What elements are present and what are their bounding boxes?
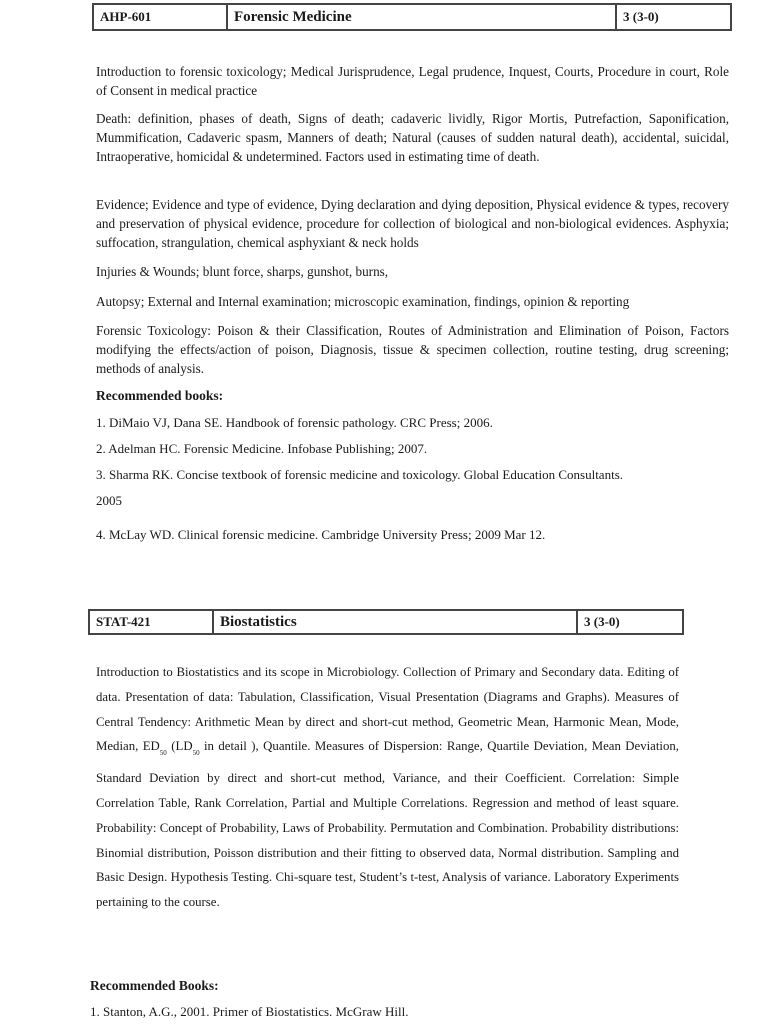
course2-description [96, 660, 679, 915]
course1-book-3-year: 2005 [96, 493, 122, 508]
course1-books-heading: Recommended books: [96, 388, 224, 403]
course1-para-1: Introduction to forensic toxicology; Medical Jurisprudence, Legal prudence, Inquest, Courts, Procedure in court, Role of Consent in medical practice [96, 64, 729, 98]
course1-para-3: Evidence; Evidence and type of evidence, Dying declaration and dying deposition, Physical evidence & types, recovery and preservation of physical evidence, procedure for collection of biological and non-biological evidences. Asphyxia; suffocation, strangulation, chemical asphyxiant & neck holds [96, 197, 729, 250]
course2-desc-part-b: (LD [166, 739, 193, 754]
course2-book-1: 1. Stanton, A.G., 2001. Primer of Biostatistics. McGraw Hill. [90, 1004, 409, 1019]
course1-book-4: 4. McLay WD. Clinical forensic medicine. Cambridge University Press; 2009 Mar 12. [96, 527, 546, 542]
course1-para-4: Injuries & Wounds; blunt force, sharps, gunshot, burns, [96, 264, 389, 279]
course2-title: Biostatistics [213, 610, 577, 634]
course2-header-table [88, 609, 684, 635]
course2-code: STAT-421 [89, 610, 213, 634]
course1-book-1: 1. DiMaio VJ, Dana SE. Handbook of forensic pathology. CRC Press; 2006. [96, 415, 493, 430]
course1-para-6: Forensic Toxicology: Poison & their Classification, Routes of Administration and Elimination of Poison, Factors modifying the effects/action of poison, Diagnosis, tissue & specimen collection, routine testing, drug screening; methods of analysis. [96, 323, 729, 376]
course1-para-5: Autopsy; External and Internal examination; microscopic examination, findings, opinion & reporting [96, 294, 630, 309]
course1-book-2: 2. Adelman HC. Forensic Medicine. Infobase Publishing; 2007. [96, 441, 428, 456]
course1-book-3: 3. Sharma RK. Concise textbook of forensic medicine and toxicology. Global Education Consultants. [96, 467, 624, 482]
course1-para-2: Death: definition, phases of death, Signs of death; cadaveric lividly, Rigor Mortis, Putrefaction, Saponification, Mummification, Cadaveric spasm, Manners of death; Natural (causes of sudden natural death), accidental, suicidal, Intraoperative, homicidal & undetermined. Factors used in estimating time of death. [96, 111, 729, 164]
ld50-subscript: 50 [192, 749, 200, 758]
course2-credits: 3 (3-0) [577, 610, 683, 634]
course1-code: AHP-601 [93, 4, 227, 30]
course2-books-heading: Recommended Books: [90, 978, 219, 993]
course1-title: Forensic Medicine [227, 4, 616, 30]
course1-header-table [92, 3, 732, 31]
course2-desc-part-c: in detail ), Quantile. Measures of Dispersion: Range, Quartile Deviation, Mean Deviation, Standard Deviation by direct and short-cut method, Variance, and their Coefficient. Correlation: Simple Correlation Table, Rank Correlation, Partial and Multiple Correlations. Regression and method of least square. Probability: Concept of Probability, Laws of Probability. Permutation and Combination. Probability distributions: Binomial distribution, Poisson distribution and their fitting to observed data, Normal distribution. Sampling and Basic Design. Hypothesis Testing. Chi-square test, Student’s t-test, Analysis of variance. Laboratory Experiments pertaining to the course. [96, 739, 679, 910]
course1-credits: 3 (3-0) [616, 4, 731, 30]
course2-desc-part-a: Introduction to Biostatistics and its scope in Microbiology. Collection of Primary and Secondary data. Editing of data. Presentation of data: Tabulation, Classification, Visual Presentation (Diagrams and Graphs). Measures of Central Tendency: Arithmetic Mean by direct and short-cut method, Geometric Mean, Harmonic Mean, Mode, Median, ED [96, 665, 679, 754]
ed50-subscript: 50 [159, 749, 167, 758]
